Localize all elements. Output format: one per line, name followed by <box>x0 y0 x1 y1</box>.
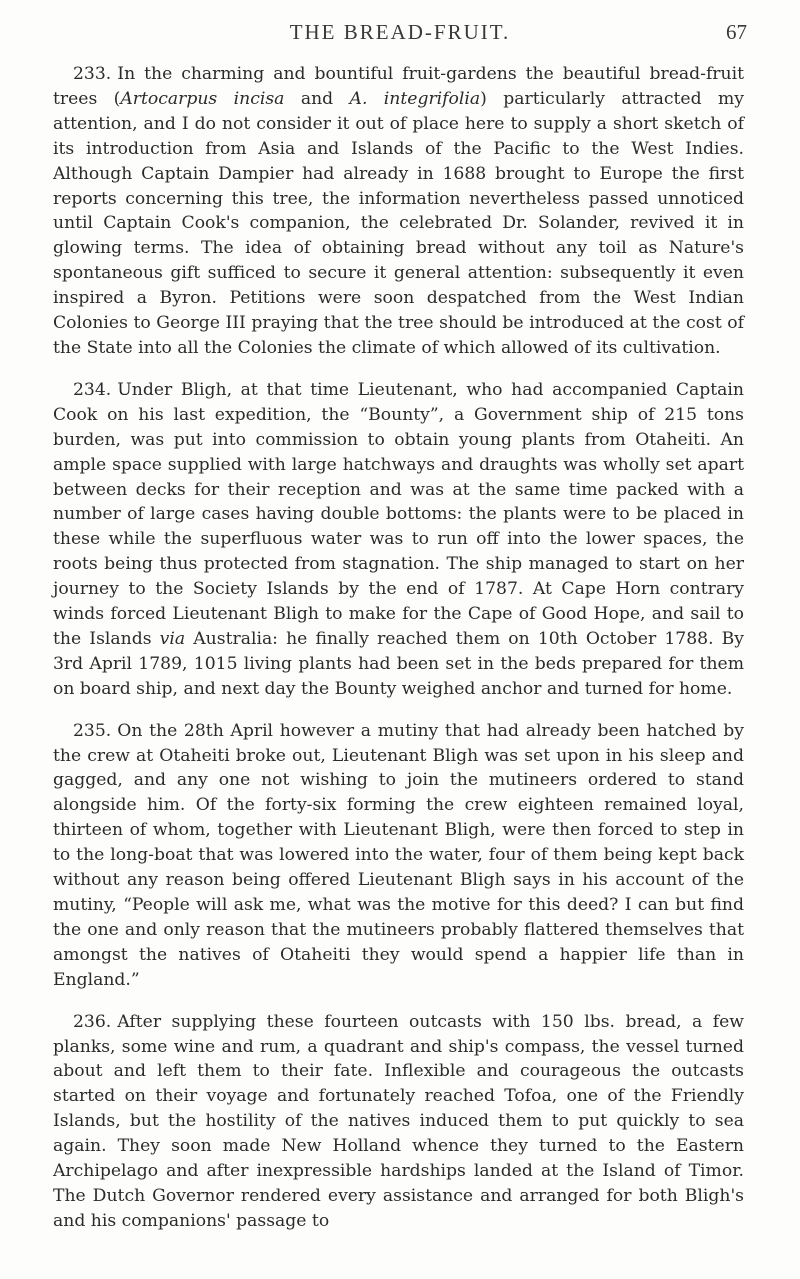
paragraph-number: 236. <box>73 1011 112 1032</box>
running-head <box>0 8 800 48</box>
text-segment: and <box>284 88 350 109</box>
italic-word: via <box>159 628 186 649</box>
species-name: A. integrifolia <box>349 88 481 109</box>
paragraph-number: 233. <box>73 64 112 84</box>
text-segment: ) particularly attracted my attention, and I do not consider it out of place here to supply a short sketch of its introduction from Asia and Islands of the Pacific to the West Indies. Although Captain Dampier had already in 1688 brought to Europe the first reports concerning this tree, the information nevertheless passed unnoticed until Captain Cook's companion, the celebrated Dr. Solander, revived it in glowing terms. The idea of obtaining bread without any toil as Nature's spontaneous gift sufficed to secure it general attention: subsequently it even inspired a Byron. Petitions were soon despatched from the West Indian Colonies to George III praying that the tree should be introduced at the cost of the State into all the Colonies the climate of which allowed of its cultivation. <box>53 88 744 358</box>
text-segment: Australia: he finally reached them on 10th October 1788. By 3rd April 1789, 1015 living plants had been set in the beds prepared for them on board ship, and next day the Bounty weighed anchor and turned for home. <box>53 628 745 699</box>
paragraph-234 <box>53 378 744 702</box>
paragraph-235 <box>53 719 744 993</box>
paragraph-233 <box>53 62 744 361</box>
paragraph-number: 234. <box>73 379 112 400</box>
page-number: 67 <box>726 20 747 44</box>
species-name: Artocarpus incisa <box>120 88 285 109</box>
text-segment: Under Bligh, at that time Lieutenant, who had accompanied Captain Cook on his last expedition, the “Bounty”, a Government ship of 215 tons burden, was put into commission to obtain young plants from Otaheiti. An ample space supplied with large hatchways and draughts was wholly set apart between decks for their reception and was at the same time packed with a number of large cases having double bottoms: the plants were to be placed in these while the superfluous water was to run off into the lower spaces, the roots being thus protected from stagnation. The ship managed to start on her journey to the Society Islands by the end of 1787. At Cape Horn contrary winds forced Lieutenant Bligh to make for the Cape of Good Hope, and sail to the Islands <box>53 379 744 649</box>
running-title: THE BREAD-FRUIT. <box>289 20 511 44</box>
text-segment: In the charming and bountiful fruit-gardens the beautiful bread-fruit trees ( <box>53 64 744 109</box>
body-text <box>53 62 744 1234</box>
text-segment: After supplying these fourteen outcasts with 150 lbs. bread, a few planks, some wine and rum, a quadrant and ship's compass, the vessel turned about and left them to their fate. Inflexible and courageous the outcasts started on their voyage and fortunately reached Tofoa, one of the Friendly Islands, but the hostility of the natives induced them to put quickly to sea again. They soon made New Holland whence they turned to the Eastern Archipelago and after inexpressible hardships landed at the Island of Timor. The Dutch Governor rendered every assistance and arranged for both Bligh's and his companions' passage to <box>53 1011 744 1231</box>
paragraph-number: 235. <box>73 720 112 741</box>
text-segment: On the 28th April however a mutiny that had already been hatched by the crew at Otaheiti broke out, Lieutenant Bligh was set upon in his sleep and gagged, and any one not wishing to join the mutineers ordered to stand alongside him. Of the forty-six forming the crew eighteen remained loyal, thirteen of whom, together with Lieutenant Bligh, were then forced to step in to the long-boat that was lowered into the water, four of them being kept back without any reason being offered Lieutenant Bligh says in his account of the mutiny, “People will ask me, what was the motive for this deed? I can but find the one and only reason that the mutineers probably flattered themselves that amongst the natives of Otaheiti they would spend a happier life than in England.” <box>53 720 744 990</box>
paragraph-236 <box>53 1010 744 1234</box>
